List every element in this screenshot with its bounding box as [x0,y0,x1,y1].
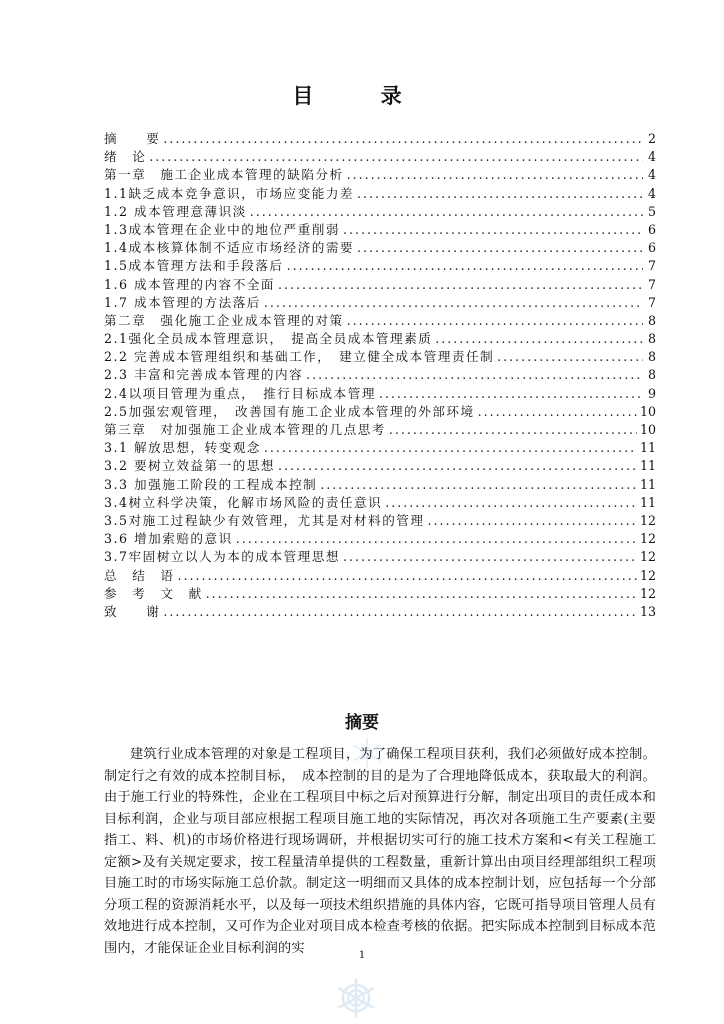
toc-dot-leader [236,530,637,548]
toc-entry [104,166,656,184]
toc-entry-label: 绪 论 [104,149,147,165]
toc-entry [104,276,656,294]
toc-entry-label: 致 谢 [104,603,161,619]
toc-dot-leader [478,403,637,421]
toc-entry-page: 4 [647,167,656,183]
toc-dot-leader [428,512,637,530]
toc-entry-label: 3.7牢固树立以人为本的成本管理思想 [104,549,340,565]
toc-entry-label: 总 结 语 [104,567,175,583]
snowflake-icon [334,976,378,1020]
toc-entry-page: 11 [639,494,656,510]
toc-dot-leader [435,330,643,348]
toc-entry-label: 1.7 成本管理的方法落后 [104,294,261,310]
toc-entry-label: 第二章 强化施工企业成本管理的对策 [104,312,344,328]
toc-entry-page: 4 [647,185,656,201]
toc-entry-label: 1.4成本核算体制不适应市场经济的需要 [104,240,355,256]
toc-dot-leader [163,130,643,148]
toc-entry-label: 3.5对施工过程缺少有效管理，尤其是对材料的管理 [104,512,425,528]
toc-dot-leader [497,348,643,366]
toc-entry-page: 8 [647,312,656,328]
toc-entry-page: 10 [639,422,656,437]
toc-entry-page: 8 [647,349,656,365]
toc-entry-page: 7 [647,258,656,274]
toc-dot-leader [278,457,637,475]
toc-entry [104,403,656,421]
toc-entry [104,439,656,457]
toc-dot-leader [343,548,637,566]
toc-entry-label: 1.5成本管理方法和手段落后 [104,258,284,274]
toc-entry-label: 1.2 成本管理意薄识淡 [104,203,247,219]
toc-entry [104,421,656,439]
toc-entry [104,203,656,221]
toc-entry-label: 2.3 丰富和完善成本管理的内容 [104,367,304,383]
toc-dot-leader [206,585,637,603]
toc-entry [104,130,656,148]
toc-dot-leader [306,366,643,384]
toc-entry [104,185,656,203]
toc-entry-label: 第三章 对加强施工企业成本管理的几点思考 [104,422,386,437]
toc-entry-label: 3.2 要树立效益第一的思想 [104,458,275,474]
toc-entry [104,239,656,257]
toc-entry [104,512,656,530]
toc-entry-label: 2.5加强宏观管理， 改善国有施工企业成本管理的外部环境 [104,403,475,419]
toc-entry [104,476,656,494]
toc-dot-leader [149,148,643,166]
toc-dot-leader [347,312,643,330]
toc-entry-page: 7 [647,276,656,292]
toc-entry [104,567,656,585]
toc-entry-page: 11 [639,458,656,474]
toc-entry-page: 5 [647,203,656,219]
toc-dot-leader [250,203,643,221]
toc-entry-page: 13 [639,603,656,619]
toc-entry [104,312,656,330]
toc-entry-label: 3.4树立科学决策，化解市场风险的责任意识 [104,494,383,510]
toc-entry-label: 2.2 完善成本管理组织和基础工作， 建立健全成本管理责任制 [104,349,495,365]
toc-entry [104,294,656,312]
toc-entry-label: 2.4以项目管理为重点， 推行目标成本管理 [104,385,376,401]
toc-entry-label: 参 考 文 献 [104,585,203,601]
toc-entry [104,494,656,512]
toc-entry-label: 摘 要 [104,131,161,146]
page-number: 1 [358,950,366,961]
toc-dot-leader [163,603,637,621]
toc-title: 目 录 [292,84,432,108]
toc-entry-page: 12 [639,585,656,601]
toc-entry-page: 11 [639,476,656,492]
toc-entry [104,585,656,603]
toc-entry [104,366,656,384]
toc-entry-label: 1.1缺乏成本竞争意识，市场应变能力差 [104,185,355,201]
toc-dot-leader [343,221,643,239]
toc-dot-leader [379,385,643,403]
toc-dot-leader [278,276,643,294]
toc-entry-page: 7 [647,294,656,310]
toc-entry-page: 12 [639,512,656,528]
toc-dot-leader [177,567,637,585]
toc-entry [104,221,656,239]
abstract-title: 摘要 [345,713,379,733]
toc-entry [104,530,656,548]
toc-entry [104,457,656,475]
toc-dot-leader [287,257,643,275]
toc-dot-leader [357,185,643,203]
toc-entry-page: 8 [647,367,656,383]
table-of-contents [104,130,656,621]
toc-entry-page: 12 [639,531,656,547]
toc-entry-page: 6 [647,240,656,256]
toc-entry-page: 4 [647,149,656,165]
toc-entry-label: 第一章 施工企业成本管理的缺陷分析 [104,167,344,183]
toc-entry-page: 12 [639,567,656,583]
toc-entry-label: 2.1强化全员成本管理意识， 提高全员成本管理素质 [104,331,433,347]
toc-entry-label: 3.3 加强施工阶段的工程成本控制 [104,476,318,492]
toc-entry [104,257,656,275]
toc-entry [104,148,656,166]
toc-entry-label: 3.1 解放思想，转变观念 [104,440,261,456]
toc-dot-leader [264,439,637,457]
toc-dot-leader [264,294,643,312]
toc-entry-label: 3.6 增加索赔的意识 [104,531,233,547]
toc-dot-leader [320,476,637,494]
toc-dot-leader [389,421,637,439]
toc-entry-label: 1.6 成本管理的内容不全面 [104,276,275,292]
toc-dot-leader [347,166,643,184]
toc-entry-page: 2 [647,131,656,146]
toc-entry-page: 10 [639,403,656,419]
toc-entry [104,548,656,566]
abstract-body: 建筑行业成本管理的对象是工程项目，为了确保工程项目获利，我们必须做好成本控制。制定行之有效的成本控制目标， 成本控制的目的是为了合理地降低成本，获取最大的利润。由于施工行业的特殊性，企业在工程项目中标之后对预算进行分解，制定出项目的责任成本和目标利润，企业与项目部应根据工程项目施工地的实际情况，再次对各项施工生产要素(主要指工、料、机)的市场价格进行现场调研，并根据切实可行的施工技术方案和<有关工程施工定额>及有关规定要求，按工程量清单提供的工程数量，重新计算出由项目经理部组织工程项目施工时的市场实际施工总价款。制定这一明细而又具体的成本控制计划，应包括每一个分部分项工程的资源消耗水平，以及每一项技术组织措施的具体内容，它既可指导项目管理人员有效地进行成本控制，又可作为企业对项目成本检查考核的依据。把实际成本控制到目标成本范围内，才能保证企业目标利润的实 [104,747,656,956]
toc-dot-leader [357,239,643,257]
toc-entry-label: 1.3成本管理在企业中的地位严重削弱 [104,221,340,237]
toc-entry-page: 6 [647,221,656,237]
toc-entry-page: 9 [647,385,656,401]
toc-entry-page: 12 [639,549,656,565]
toc-entry-page: 8 [647,331,656,347]
toc-entry [104,348,656,366]
toc-entry [104,603,656,621]
toc-dot-leader [385,494,637,512]
toc-entry [104,385,656,403]
toc-entry-page: 11 [639,440,656,456]
toc-entry [104,330,656,348]
